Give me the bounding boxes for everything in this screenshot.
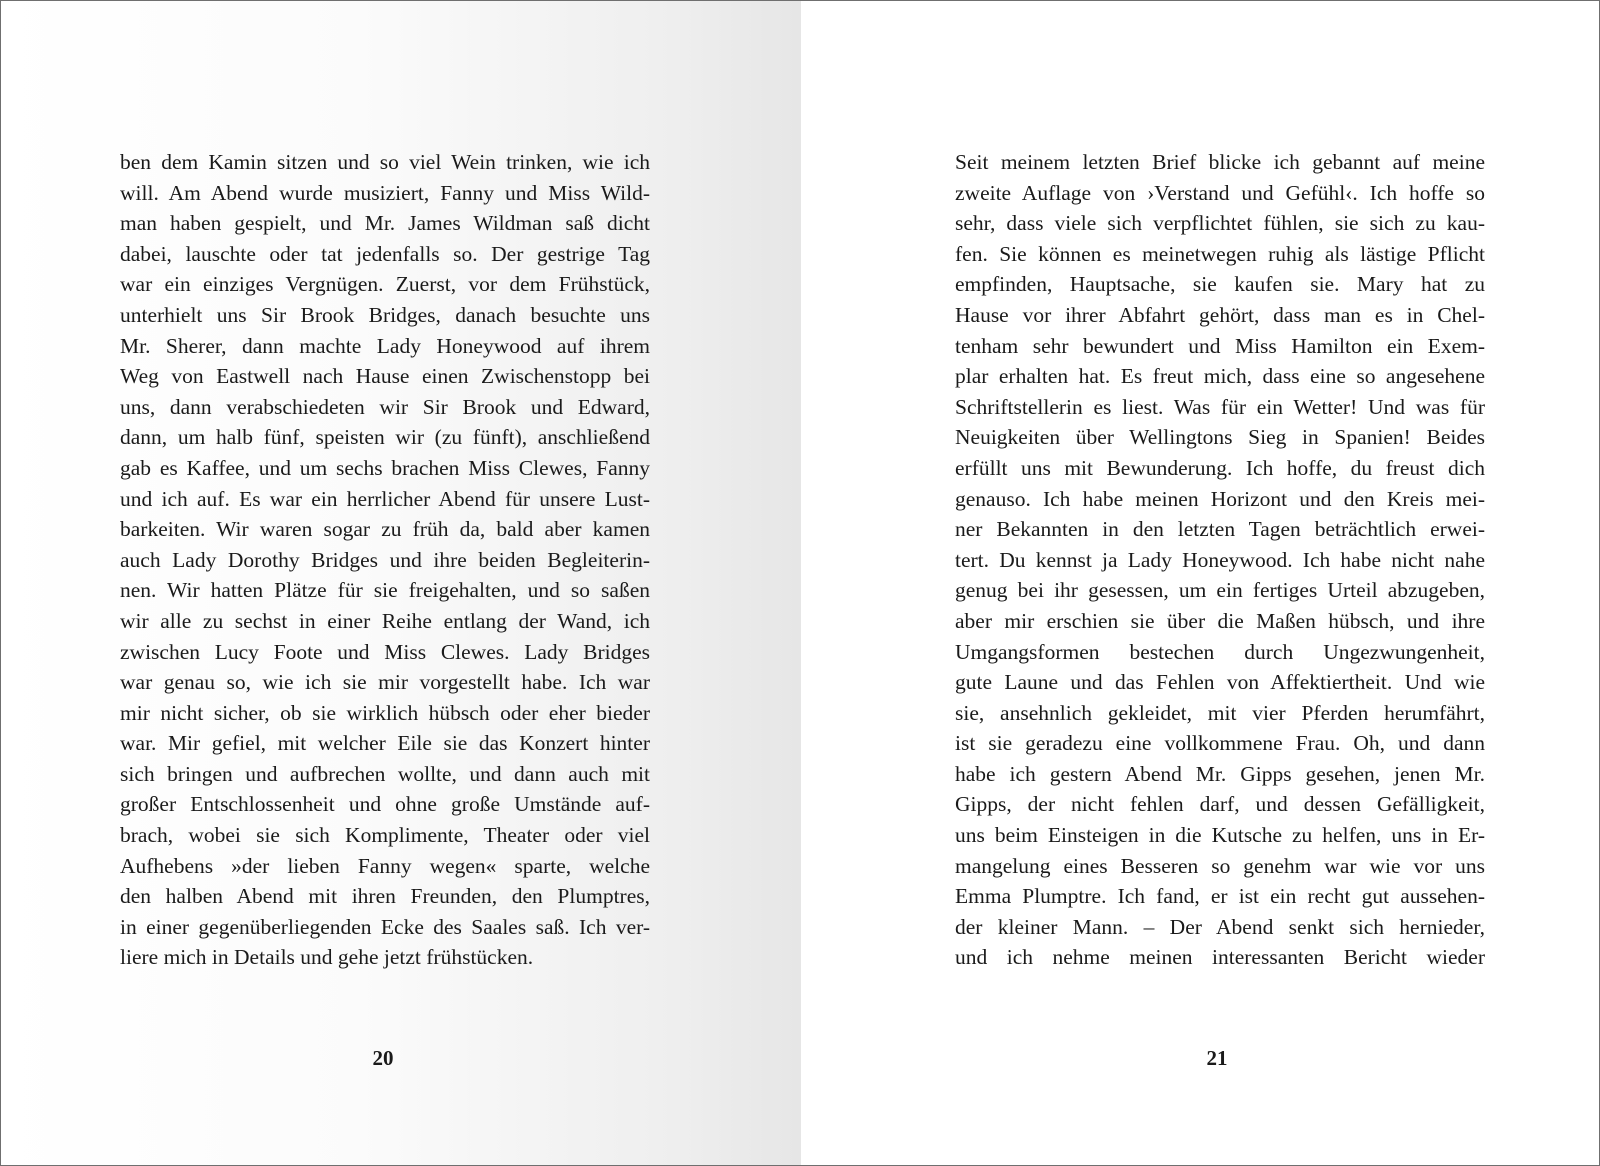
- text-line: genug bei ihr gesessen, um ein fertiges Urteil abzugeben,: [955, 578, 1485, 603]
- text-line: sehr, dass viele sich verpflichtet fühlen, sie sich zu kau-: [955, 211, 1485, 236]
- text-line: zwischen Lucy Foote und Miss Clewes. Lady Bridges: [120, 639, 650, 664]
- text-line: Schriftstellerin es liest. Was für ein Wetter! Und was für: [955, 394, 1485, 419]
- text-line: zweite Auflage von ›Verstand und Gefühl‹. Ich hoffe so: [955, 180, 1485, 205]
- text-line: Mr. Sherer, dann machte Lady Honeywood auf ihrem: [120, 333, 650, 358]
- text-line: Hause vor ihrer Abfahrt gehört, dass man es in Chel-: [955, 302, 1485, 327]
- left-page-text: [120, 147, 650, 973]
- text-line: tenham sehr bewundert und Miss Hamilton ein Exem-: [955, 333, 1485, 358]
- text-line: großer Entschlossenheit und ohne große Umstände auf-: [120, 792, 650, 817]
- page-number: 21: [1206, 1046, 1228, 1070]
- text-line: auch Lady Dorothy Bridges und ihre beiden Begleiterin-: [120, 547, 650, 572]
- text-line: ner Bekannten in den letzten Tagen beträchtlich erwei-: [955, 517, 1485, 542]
- text-line: war. Mir gefiel, mit welcher Eile sie das Konzert hinter: [120, 731, 650, 756]
- text-line: sie, ansehnlich gekleidet, mit vier Pferden herumfährt,: [955, 700, 1485, 725]
- text-line: Gipps, der nicht fehlen darf, und dessen Gefälligkeit,: [955, 792, 1485, 817]
- text-line: war ein einziges Vergnügen. Zuerst, vor dem Frühstück,: [120, 272, 650, 297]
- text-line: unterhielt uns Sir Brook Bridges, danach besuchte uns: [120, 302, 650, 327]
- page-number: 20: [372, 1046, 394, 1070]
- text-line: nen. Wir hatten Plätze für sie freigehalten, und so saßen: [120, 578, 650, 603]
- text-line: Neuigkeiten über Wellingtons Sieg in Spanien! Beides: [955, 425, 1485, 450]
- text-line: ben dem Kamin sitzen und so viel Wein trinken, wie ich: [120, 150, 650, 174]
- text-line: gab es Kaffee, und um sechs brachen Miss Clewes, Fanny: [120, 455, 650, 480]
- left-page: [1, 1, 801, 1165]
- text-line: wir alle zu sechst in einer Reihe entlang der Wand, ich: [120, 608, 650, 633]
- text-line: in einer gegenüberliegenden Ecke des Saales saß. Ich ver-: [120, 914, 650, 939]
- text-line: dabei, lauschte oder tat jedenfalls so. Der gestrige Tag: [120, 241, 650, 266]
- text-line: und ich auf. Es war ein herrlicher Abend für unsere Lust-: [120, 486, 650, 511]
- text-line: liere mich in Details und gehe jetzt frühstücken.: [120, 945, 534, 970]
- text-line: fen. Sie können es meinetwegen ruhig als lästige Pflicht: [955, 241, 1485, 266]
- text-line: plar erhalten hat. Es freut mich, dass eine so angesehene: [955, 364, 1485, 389]
- text-line: Seit meinem letzten Brief blicke ich gebannt auf meine: [955, 150, 1485, 174]
- right-page: [801, 1, 1599, 1165]
- text-line: Umgangsformen bestechen durch Ungezwungenheit,: [955, 639, 1485, 664]
- text-line: empfinden, Hauptsache, sie kaufen sie. Mary hat zu: [955, 272, 1485, 297]
- text-line: erfüllt uns mit Bewunderung. Ich hoffe, du freust dich: [955, 455, 1485, 480]
- text-line: uns, dann verabschiedeten wir Sir Brook und Edward,: [120, 394, 650, 419]
- text-line: uns beim Einsteigen in die Kutsche zu helfen, uns in Er-: [955, 823, 1485, 848]
- text-line: barkeiten. Wir waren sogar zu früh da, bald aber kamen: [120, 517, 650, 542]
- text-line: Emma Plumptre. Ich fand, er ist ein recht gut aussehen-: [955, 884, 1485, 909]
- right-page-text: [955, 147, 1485, 973]
- text-line: brach, wobei sie sich Komplimente, Theater oder viel: [120, 823, 650, 848]
- text-line: mir nicht sicher, ob sie wirklich hübsch oder eher bieder: [120, 700, 650, 725]
- text-line: und ich nehme meinen interessanten Bericht wieder: [955, 945, 1485, 970]
- text-line: den halben Abend mit ihren Freunden, den Plumptres,: [120, 884, 650, 909]
- text-line: ist sie geradezu eine vollkommene Frau. Oh, und dann: [955, 731, 1485, 756]
- text-line: der kleiner Mann. – Der Abend senkt sich hernieder,: [955, 914, 1485, 939]
- text-line: gute Laune und das Fehlen von Affektiertheit. Und wie: [955, 670, 1485, 695]
- text-line: Aufhebens »der lieben Fanny wegen« sparte, welche: [120, 853, 650, 878]
- text-line: genauso. Ich habe meinen Horizont und den Kreis mei-: [955, 486, 1485, 511]
- text-line: mangelung eines Besseren so genehm war wie vor uns: [955, 853, 1485, 878]
- text-line: aber mir erschien sie über die Maßen hübsch, und ihre: [955, 608, 1485, 633]
- text-line: man haben gespielt, und Mr. James Wildman saß dicht: [120, 211, 650, 236]
- text-line: war genau so, wie ich sie mir vorgestellt habe. Ich war: [120, 670, 650, 695]
- text-line: Weg von Eastwell nach Hause einen Zwischenstopp bei: [120, 364, 650, 389]
- text-line: sich bringen und aufbrechen wollte, und dann auch mit: [120, 761, 650, 786]
- text-line: tert. Du kennst ja Lady Honeywood. Ich habe nicht nahe: [955, 547, 1485, 572]
- text-line: will. Am Abend wurde musiziert, Fanny und Miss Wild-: [120, 180, 650, 205]
- text-line: habe ich gestern Abend Mr. Gipps gesehen, jenen Mr.: [955, 761, 1485, 786]
- text-line: dann, um halb fünf, speisten wir (zu fünft), anschließend: [120, 425, 650, 450]
